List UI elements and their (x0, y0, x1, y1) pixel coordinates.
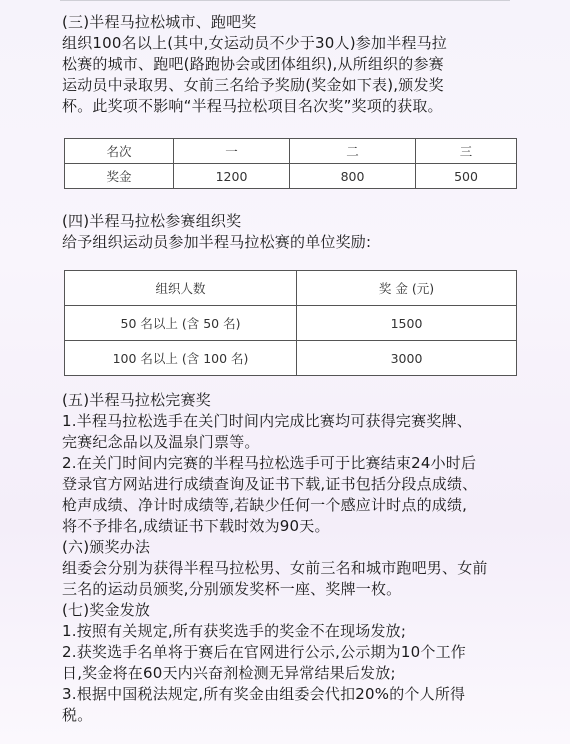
section3-paragraph (62, 33, 532, 117)
section7-line: 1.按照有关规定,所有获奖选手的奖金不在现场发放; (62, 622, 407, 640)
section6-line: 组委会分别为获得半程马拉松男、女前三名和城市跑吧男、女前 (62, 559, 488, 577)
section5-line: 枪声成绩、净计时成绩等,若缺少任何一个感应计时点的成绩, (62, 496, 468, 514)
table-cell: 二 (290, 139, 416, 164)
table-row (65, 306, 517, 341)
section3-line: 运动员中录取男、女前三名给予奖励(奖金如下表),颁发奖 (62, 76, 444, 94)
table-row (65, 164, 517, 189)
section3-line: 杯。此奖项不影响“半程马拉松项目名次奖”奖项的获取。 (62, 97, 443, 115)
organization-prize-table (64, 270, 517, 376)
section7-line: 日,奖金将在60天内兴奋剂检测无异常结果后发放; (62, 664, 396, 682)
table-cell: 800 (290, 164, 416, 189)
section7-line: 3.根据中国税法规定,所有奖金由组委会代扣20%的个人所得 (62, 685, 466, 703)
table-row (65, 139, 517, 164)
document-body (62, 12, 532, 726)
section3-line: 组织100名以上(其中,女运动员不少于30人)参加半程马拉 (62, 34, 447, 52)
table-cell: 奖 金 (元) (297, 271, 517, 306)
city-prize-table (64, 138, 517, 189)
section5-line: 登录官方网站进行成绩查询及证书下载,证书包括分段点成绩、 (62, 475, 478, 493)
section4-title: (四)半程马拉松参赛组织奖 (62, 212, 242, 230)
table-cell: 3000 (297, 341, 517, 376)
table-cell: 50 名以上 (含 50 名) (65, 306, 297, 341)
section3-line: 松赛的城市、跑吧(路跑协会或团体组织),从所组织的参赛 (62, 55, 444, 73)
section6-line: 三名的运动员颁奖,分别颁发奖杯一座、奖牌一枚。 (62, 580, 402, 598)
section7-title: (七)奖金发放 (62, 601, 151, 619)
top-divider (60, 0, 510, 1)
table-cell: 1500 (297, 306, 517, 341)
section7-line: 税。 (62, 706, 93, 724)
section3-title: (三)半程马拉松城市、跑吧奖 (62, 13, 257, 31)
table-cell: 1200 (174, 164, 290, 189)
section5-title: (五)半程马拉松完赛奖 (62, 391, 211, 409)
table-cell: 100 名以上 (含 100 名) (65, 341, 297, 376)
table-cell: 500 (416, 164, 517, 189)
table-cell: 组织人数 (65, 271, 297, 306)
section5-line: 1.半程马拉松选手在关门时间内完成比赛均可获得完赛奖牌、 (62, 412, 472, 430)
table-cell: 一 (174, 139, 290, 164)
table-cell: 三 (416, 139, 517, 164)
section6-title: (六)颁奖办法 (62, 538, 151, 556)
section7-line: 2.获奖选手名单将于赛后在官网进行公示,公示期为10个工作 (62, 643, 466, 661)
table-cell: 名次 (65, 139, 174, 164)
section4-line: 给予组织运动员参加半程马拉松赛的单位奖励: (62, 233, 372, 251)
section5-line: 完赛纪念品以及温泉门票等。 (62, 433, 260, 451)
table-row (65, 341, 517, 376)
table-row (65, 271, 517, 306)
section5-line: 将不予排名,成绩证书下载时效为90天。 (62, 517, 330, 535)
section5-line: 2.在关门时间内完赛的半程马拉松选手可于比赛结束24小时后 (62, 454, 477, 472)
table-cell: 奖金 (65, 164, 174, 189)
